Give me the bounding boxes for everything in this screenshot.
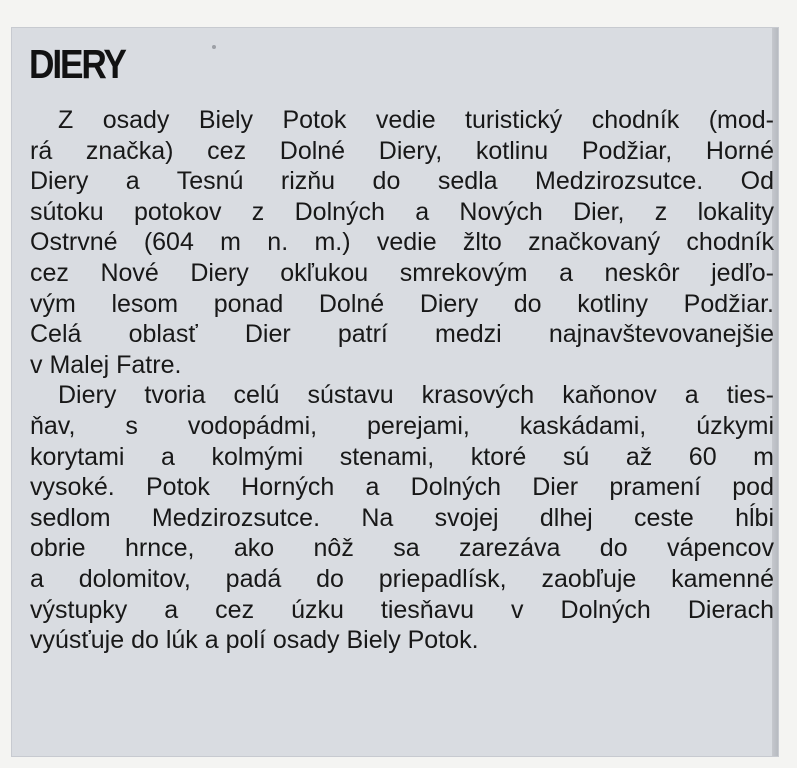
text-line: Diery a Tesnú rizňu do sedla Medzirozsutce. Od bbox=[30, 167, 774, 196]
article-title: DIERY bbox=[29, 41, 125, 87]
paragraph-2 bbox=[30, 380, 774, 655]
text-line: sútoku potokov z Dolných a Nových Dier, z lokality bbox=[30, 197, 774, 226]
paragraph-1 bbox=[30, 105, 774, 380]
text-line: Ostrvné (604 m n. m.) vedie žlto značkovaný chodník bbox=[30, 228, 774, 257]
text-line: sedlom Medzirozsutce. Na svojej dlhej ceste hĺbi bbox=[30, 503, 774, 532]
text-line: vysoké. Potok Horných a Dolných Dier pramení pod bbox=[30, 473, 774, 502]
newspaper-clipping bbox=[12, 28, 778, 756]
text-line: rá značka) cez Dolné Diery, kotlinu Podžiar, Horné bbox=[30, 136, 774, 165]
text-line: korytami a kolmými stenami, ktoré sú až 60 m bbox=[30, 442, 774, 471]
text-line: Diery tvoria celú sústavu krasových kaňonov a ties- bbox=[58, 381, 774, 410]
text-line: Celá oblasť Dier patrí medzi najnavštevovanejšie bbox=[30, 320, 774, 349]
print-speck bbox=[212, 45, 216, 49]
article-body bbox=[30, 105, 774, 656]
text-line: Z osady Biely Potok vedie turistický chodník (mod- bbox=[58, 106, 774, 134]
text-line: vyúsťuje do lúk a polí osady Biely Potok. bbox=[30, 626, 479, 655]
text-line: a dolomitov, padá do priepadlísk, zaobľuje kamenné bbox=[30, 564, 774, 593]
text-line: vým lesom ponad Dolné Diery do kotliny Podžiar. bbox=[30, 289, 774, 318]
text-line: výstupky a cez úzku tiesňavu v Dolných Dierach bbox=[30, 595, 774, 624]
text-line: obrie hrnce, ako nôž sa zarezáva do vápencov bbox=[30, 534, 774, 563]
text-line: ňav, s vodopádmi, perejami, kaskádami, úzkymi bbox=[30, 411, 774, 440]
text-line: cez Nové Diery okľukou smrekovým a neskôr jedľo- bbox=[30, 258, 774, 287]
text-line: v Malej Fatre. bbox=[30, 350, 182, 379]
